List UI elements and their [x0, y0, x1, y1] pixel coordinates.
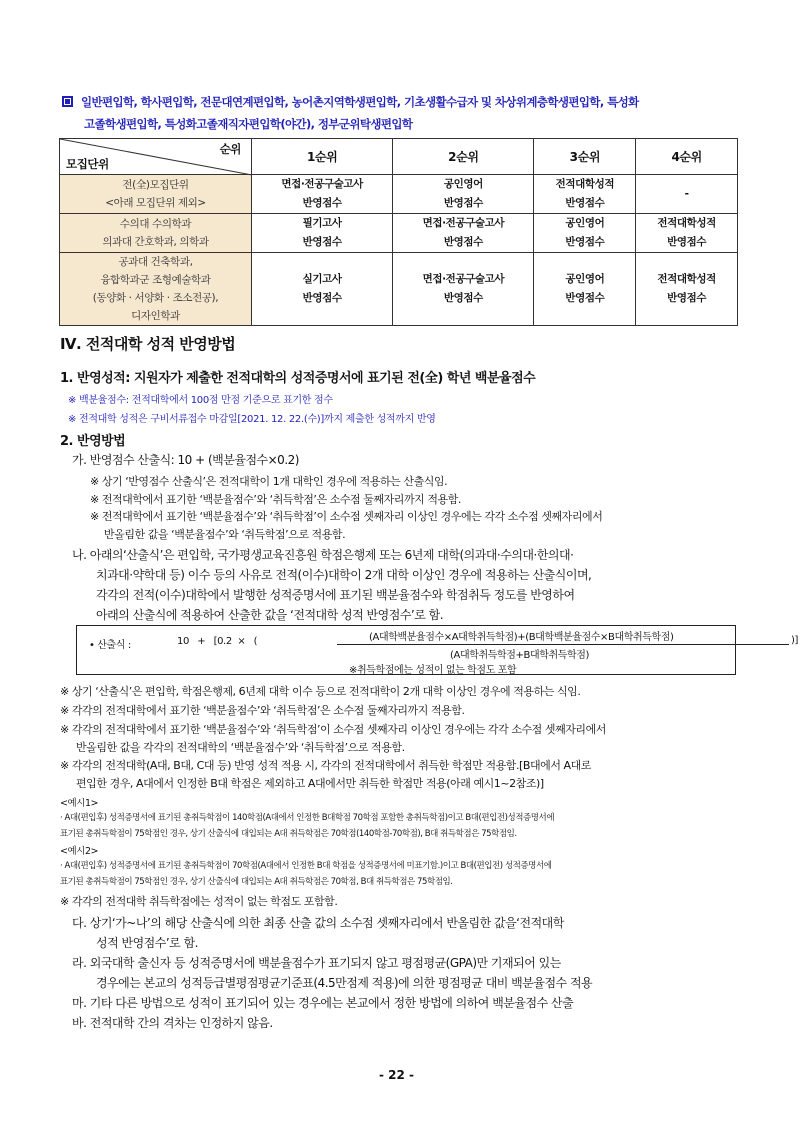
- cell-line: 반영점수: [565, 292, 605, 304]
- rank-cell: [636, 253, 738, 326]
- item-ra: 경우에는 본교의 성적등급별평점평균기준표(4.5만점제 적용)에 의한 평점평균 대비 백분율점수 적용: [96, 976, 593, 990]
- blue-note: ※ 백분율점수: 전적대학에서 100점 만점 기준으로 표기한 점수: [68, 395, 333, 406]
- rank-cell: [252, 175, 393, 214]
- formula-close: )]: [791, 635, 798, 646]
- formula-footnote: ※취득학점에는 성적이 없는 학점도 포함: [349, 665, 517, 676]
- corner-unit-label: 모집단위: [66, 157, 109, 171]
- example2-title: <예시2>: [60, 846, 99, 857]
- item-ma: 마. 기타 다른 방법으로 성적이 표기되어 있는 경우에는 본교에서 정한 방법에 의하여 백분율점수 산출: [72, 996, 574, 1010]
- cell-line: 전적대학성적: [657, 217, 716, 229]
- rank-cell: [534, 175, 636, 214]
- cell-line: 반영점수: [565, 236, 605, 248]
- cell-line: 반영점수: [443, 292, 483, 304]
- unit-cell: [60, 175, 252, 214]
- cell-line: 공인영어: [565, 273, 605, 285]
- item-ra: 라. 외국대학 출신자 등 성적증명서에 백분율점수가 표기되지 않고 평점평균(GPA)만 기재되어 있는: [72, 956, 561, 970]
- unit-text: <아래 모집단위 제외>: [105, 197, 206, 209]
- item-da: 성적 반영점수’로 함.: [96, 936, 198, 950]
- formula-note: ※ 상기 ‘산출식’은 편입학, 학점은행제, 6년제 대학 이수 등으로 전적대학이 2개 대학 이상인 경우에 적용하는 식임.: [60, 685, 581, 698]
- formula-box: [76, 625, 798, 676]
- heading-reflected-grades: 1. 반영성적: 지원자가 제출한 전적대학의 성적증명서에 표기된 전(全) 학년 백분율점수: [60, 371, 536, 386]
- column-header: 3순위: [534, 139, 636, 175]
- unit-text: 공과대 건축학과,: [118, 256, 193, 268]
- formula-label: • 산출식 :: [89, 640, 131, 651]
- unit-text: 수의대 수의학과: [119, 218, 192, 230]
- cell-line: 면접·전공구술고사: [281, 178, 363, 190]
- cell-line: 공인영어: [443, 178, 483, 190]
- admission-types-heading: [62, 90, 752, 114]
- unit-text: 융합학과군 조형예술학과: [100, 274, 211, 286]
- item-na: 나. 아래의‘산출식’은 편입학, 국가평생교육진흥원 학점은행제 또는 6년제 대학(의과대·수의대·한의대·: [72, 548, 574, 562]
- corner-rank-label: 순위: [219, 142, 241, 156]
- cell-line: -: [684, 187, 689, 200]
- cell-line: 전적대학성적: [657, 273, 716, 285]
- cell-line: 면접·전공구술고사: [422, 217, 505, 229]
- column-header: 1순위: [252, 139, 393, 175]
- ga-note: ※ 상기 ‘반영점수 산출식’은 전적대학이 1개 대학인 경우에 적용하는 산출식임.: [90, 475, 448, 488]
- formula-denominator: (A대학취득학점+B대학취득학점): [450, 650, 590, 661]
- formula-note: 반올림한 값을 각각의 전적대학의 ‘백분율점수’와 ‘취득학점’으로 적용함.: [76, 741, 405, 754]
- cell-line: 필기고사: [302, 217, 342, 229]
- formula-note: 편입한 경우, A대에서 인정한 B대 학점은 제외하고 A대에서만 취득한 학점만 적용(아래 예시1~2참조)]: [76, 777, 544, 790]
- item-na: 치과대·약학대 등) 이수 등의 사유로 전적(이수)대학이 2개 대학 이상인 경우에 적용하는 산출식이며,: [96, 568, 592, 582]
- unit-text: (동양화 · 서양화 · 조소전공),: [92, 292, 219, 304]
- example2-line: 표기된 총취득학점이 75학점인 경우, 상기 산출식에 대입되는 A대 취득학점은 70학점, B대 취득학점은 75학점임.: [60, 877, 453, 887]
- heading-method: 2. 반영방법: [60, 434, 126, 449]
- example1-title: <예시1>: [60, 798, 99, 809]
- rank-cell: [636, 175, 738, 214]
- table-corner-cell: [60, 139, 252, 175]
- formula-note: ※ 각각의 전적대학에서 표기한 ‘백분율점수’와 ‘취득학점’이 소수점 셋째자리 이상인 경우에는 각각 소수점 셋째자리에서: [60, 723, 606, 736]
- fraction-bar: [337, 644, 789, 645]
- table-row: [60, 214, 738, 253]
- ga-note: ※ 전적대학에서 표기한 ‘백분율점수’와 ‘취득학점’은 소수점 둘째자리까지 적용함.: [90, 493, 461, 506]
- formula-note: ※ 각각의 전적대학(A대, B대, C대 등) 반영 성적 적용 시, 각각의 전적대학에서 취득한 학점만 적용함.[B대에서 A대로: [60, 759, 591, 772]
- column-header: 4순위: [636, 139, 738, 175]
- formula-numerator: (A대학백분율점수×A대학취득학점)+(B대학백분율점수×B대학취득학점): [369, 632, 674, 643]
- unit-cell: [60, 253, 252, 326]
- rank-cell: [393, 175, 534, 214]
- ga-note: 반올림한 값을 ‘백분율점수’와 ‘취득학점’으로 적용함.: [104, 528, 346, 541]
- priority-table: [59, 138, 738, 326]
- item-na: 각각의 전적(이수)대학에서 발행한 성적증명서에 표기된 백분율점수와 학점취득 정도를 반영하여: [96, 588, 575, 602]
- cell-line: 공인영어: [565, 217, 605, 229]
- item-na: 아래의 산출식에 적용하여 산출한 값을 ‘전적대학 성적 반영점수’로 함.: [96, 608, 444, 622]
- unit-text: 의과대 간호학과, 의학과: [102, 236, 209, 248]
- cell-line: 실기고사: [302, 273, 342, 285]
- unit-text: 전(全)모집단위: [122, 179, 189, 191]
- rank-cell: [393, 214, 534, 253]
- page-number: - 22 -: [378, 1068, 414, 1082]
- cell-line: 반영점수: [443, 197, 483, 209]
- column-header: 2순위: [393, 139, 534, 175]
- admission-types-line2: 고졸학생편입학, 특성화고졸재직자편입학(야간), 정부군위탁생편입학: [84, 117, 413, 131]
- item-da: 다. 상기‘가~나’의 해당 산출식에 의한 최종 산출 값의 소수점 셋째자리에서 반올림한 값을‘전적대학: [72, 916, 564, 930]
- example1-line: · A대(편입후) 성적증명서에 표기된 총취득학점이 140학점(A대에서 인정한 B대학점 70학점 포함한 총취득학점)이고 B대(편입전)성적증명서에: [60, 813, 555, 823]
- formula-prefix: 10 + [0.2 × (: [177, 636, 258, 647]
- rank-cell: [534, 214, 636, 253]
- table-row: [60, 175, 738, 214]
- cell-line: 반영점수: [667, 292, 707, 304]
- rank-cell: [636, 214, 738, 253]
- example1-line: 표기된 총취득학점이 75학점인 경우, 상기 산출식에 대입되는 A대 취득학점은 70학점(140학점-70학점), B대 취득학점은 75학점임.: [60, 829, 517, 839]
- priority-table-header: [60, 139, 738, 175]
- unit-cell: [60, 214, 252, 253]
- section-title: Ⅳ. 전적대학 성적 반영방법: [60, 335, 236, 353]
- admission-types-line1: 일반편입학, 학사편입학, 전문대연계편입학, 농어촌지역학생편입학, 기초생활수급자 및 차상위계층학생편입학, 특성화: [81, 95, 639, 109]
- cell-line: 반영점수: [667, 236, 707, 248]
- table-row: [60, 253, 738, 326]
- rank-cell: [534, 253, 636, 326]
- ga-note: ※ 전적대학에서 표기한 ‘백분율점수’와 ‘취득학점’이 소수점 셋째자리 이상인 경우에는 각각 소수점 셋째자리에서: [90, 510, 603, 523]
- formula-note: ※ 각각의 전적대학에서 표기한 ‘백분율점수’와 ‘취득학점’은 소수점 둘째자리까지 적용함.: [60, 704, 465, 717]
- cell-line: 반영점수: [443, 236, 483, 248]
- square-bullet-icon: [62, 96, 73, 107]
- cell-line: 반영점수: [565, 197, 605, 209]
- cell-line: 전적대학성적: [555, 178, 615, 190]
- item-ga: 가. 반영점수 산출식: 10 + (백분율점수×0.2): [72, 453, 299, 467]
- rank-cell: [252, 253, 393, 326]
- example2-line: · A대(편입후) 성적증명서에 표기된 총취득학점이 70학점(A대에서 인정한 B대 학점을 성적증명서에 미표기함.)이고 B대(편입전) 성적증명서에: [60, 861, 552, 871]
- cell-line: 반영점수: [302, 236, 342, 248]
- rank-cell: [393, 253, 534, 326]
- cell-line: 면접·전공구술고사: [422, 273, 505, 285]
- cell-line: 반영점수: [302, 292, 342, 304]
- unit-text: 디자인학과: [131, 310, 180, 322]
- item-ba: 바. 전적대학 간의 격차는 인정하지 않음.: [72, 1016, 273, 1030]
- credits-note: ※ 각각의 전적대학 취득학점에는 성적이 없는 학점도 포함함.: [60, 895, 338, 908]
- cell-line: 반영점수: [302, 197, 342, 209]
- rank-cell: [252, 214, 393, 253]
- blue-note: ※ 전적대학 성적은 구비서류접수 마감일[2021. 12. 22.(수)]까지 제출한 성적까지 반영: [68, 414, 436, 425]
